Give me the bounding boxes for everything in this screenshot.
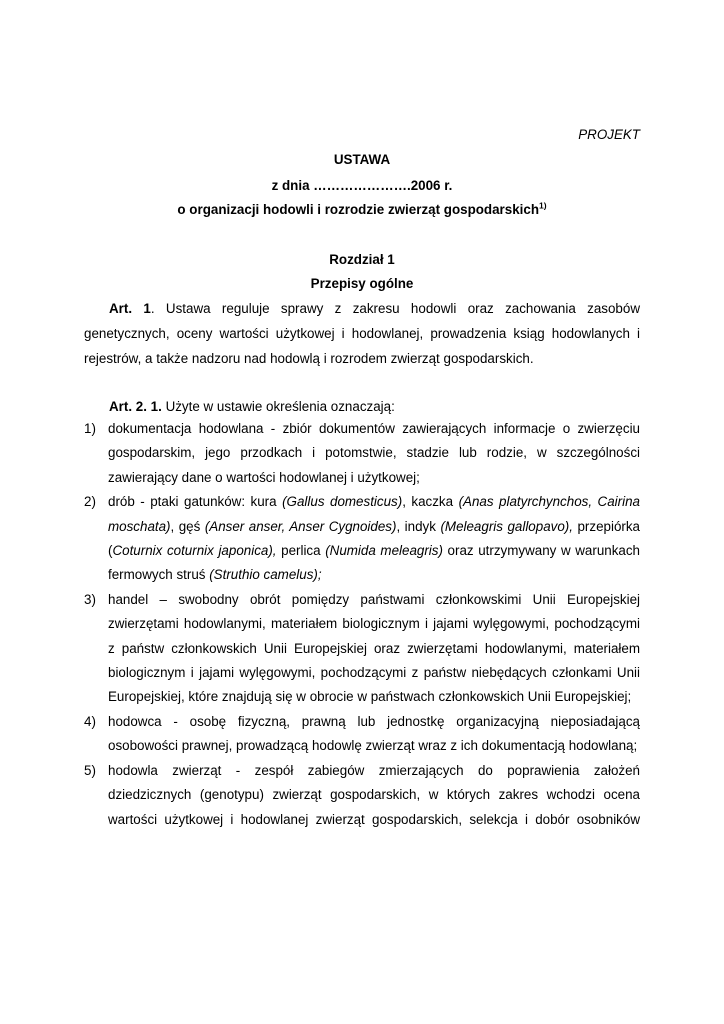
article-1 xyxy=(84,296,640,371)
list-item xyxy=(84,490,640,588)
latin-name: (Meleagris gallopavo), xyxy=(440,518,573,534)
list-item-number: 1) xyxy=(84,421,96,436)
article-1-label: Art. 1 xyxy=(109,301,151,316)
chapter-label: Rozdział 1 xyxy=(329,252,395,267)
list-item-text xyxy=(108,490,640,588)
latin-name: (Gallus domesticus) xyxy=(282,494,403,510)
list-item-text: dokumentacja hodowlana - zbiór dokumentów zawierających informacje o zwierzęciu gospodarskim, jego przodkach i potomstwie, stadzie lub rodzie, w szczególności zawierający dane o wartości hodowlanej i użytkowej; xyxy=(108,421,640,485)
article-1-text: . Ustawa reguluje sprawy z zakresu hodowli oraz zachowania zasobów genetycznych, oceny wartości użytkowej i hodowlanej, prowadzenia ksiąg hodowlanych i rejestrów, a także nadzoru nad hodowlą i rozrodem zwierząt gospodarskich. xyxy=(84,301,640,366)
latin-name: (Struthio camelus); xyxy=(209,567,322,583)
list-item-number: 2) xyxy=(84,494,96,510)
list-item xyxy=(84,759,640,832)
list-item xyxy=(84,588,640,710)
list-item-text: hodowca - osobę fizyczną, prawną lub jednostkę organizacyjną nieposiadającą osobowości prawnej, prowadzącą hodowlę zwierząt wraz z ich dokumentacją hodowlaną; xyxy=(108,713,640,754)
list-item-text: hodowla zwierząt - zespół zabiegów zmierzających do poprawienia założeń dziedzicznych (genotypu) zwierząt gospodarskich, w których zakres wchodzi ocena wartości użytkowej i hodowlanej zwierząt gospodarskich, selekcja i dobór osobników xyxy=(108,762,640,827)
latin-name: (Anas platyrchynchos, Cairina moschata) xyxy=(108,494,640,534)
list-item xyxy=(84,710,640,759)
article-2 xyxy=(84,394,640,419)
act-subject xyxy=(0,202,724,217)
text-run: przepiórka ( xyxy=(108,518,640,559)
chapter-title: Przepisy ogólne xyxy=(310,276,414,291)
act-date: z dnia ………………….2006 r. xyxy=(271,178,453,193)
act-subject-text: o organizacji hodowli i rozrodzie zwierząt gospodarskich xyxy=(177,202,540,217)
projekt-label: PROJEKT xyxy=(578,127,640,142)
article-2-label: Art. 2. 1. xyxy=(109,399,162,414)
text-run: drób - ptaki gatunków: kura xyxy=(108,494,283,510)
text-run: perlica xyxy=(276,543,326,559)
text-run: , gęś xyxy=(170,518,205,534)
act-title: USTAWA xyxy=(333,152,391,167)
definitions-list xyxy=(84,417,640,832)
latin-name: (Anser anser, Anser Cygnoides) xyxy=(204,518,397,534)
list-item-number: 5) xyxy=(84,762,96,778)
footnote-ref: 1) xyxy=(539,200,547,211)
text-run: , indyk xyxy=(396,518,441,534)
list-item-number: 4) xyxy=(84,713,96,729)
list-item xyxy=(84,417,640,490)
list-item-number: 3) xyxy=(84,591,96,607)
article-2-text: Użyte w ustawie określenia oznaczają: xyxy=(161,399,395,414)
latin-name: (Numida meleagris) xyxy=(325,543,443,559)
list-item-text: handel – swobodny obrót pomiędzy państwami członkowskimi Unii Europejskiej zwierzętami hodowlanymi, materiałem biologicznym i jajami wylęgowymi, pochodzącymi z państw członkowskich Unii Europejskiej oraz zwierzętami hodowlanymi, materiałem biologicznym i jajami wylęgowymi, pochodzącymi z państw niebędących członkami Unii Europejskiej, które znajdują się w obrocie w państwach członkowskich Unii Europejskiej; xyxy=(108,591,640,705)
text-run: oraz utrzymywany w warunkach fermowych struś xyxy=(108,543,641,583)
text-run: , kaczka xyxy=(402,494,459,510)
latin-name: Coturnix coturnix japonica), xyxy=(112,543,277,559)
